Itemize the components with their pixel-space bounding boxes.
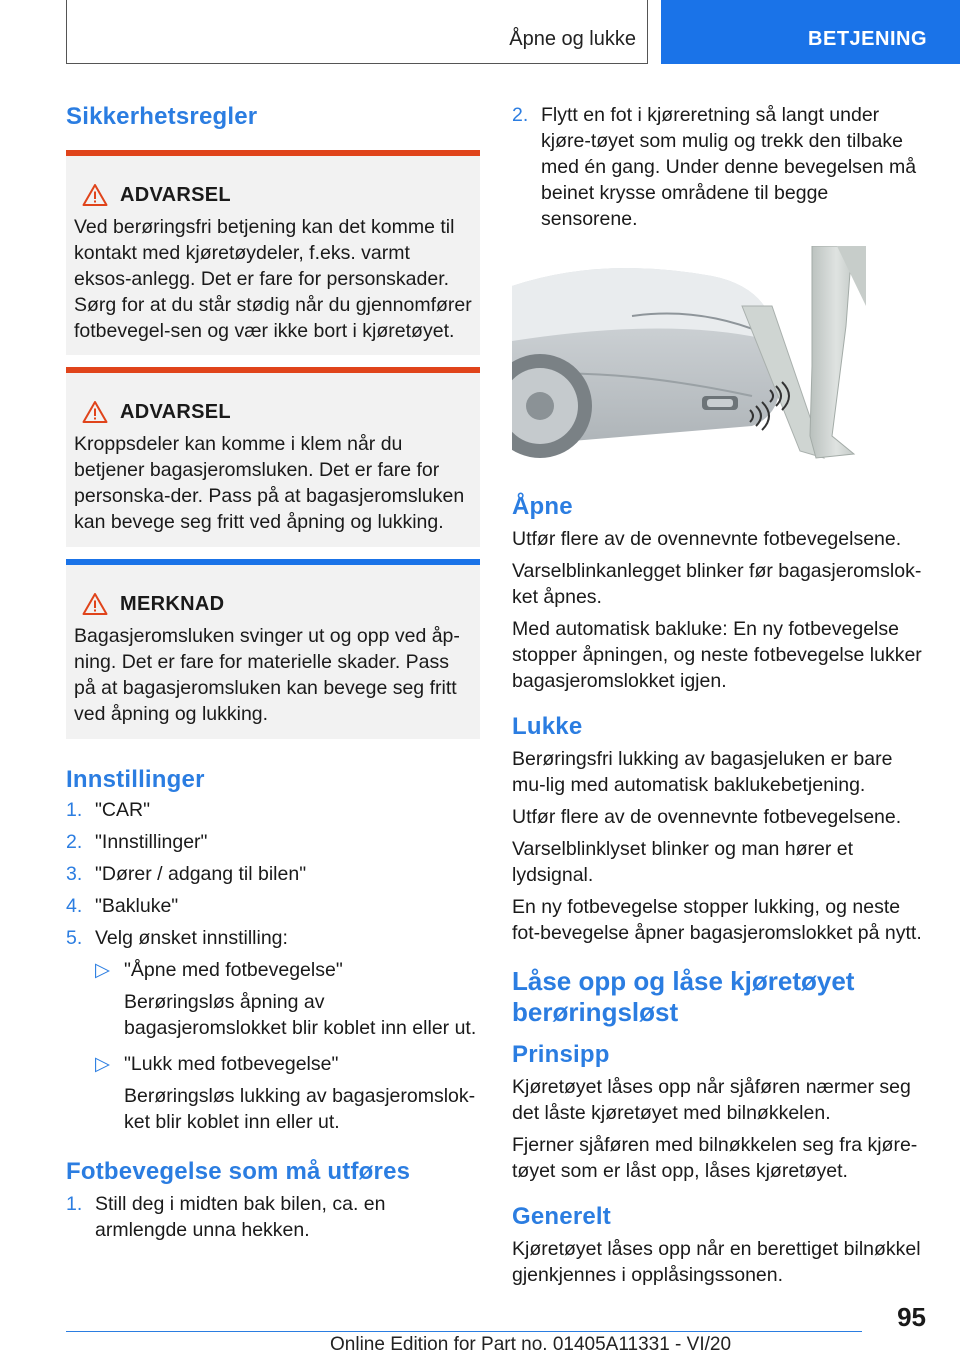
warning-icon xyxy=(82,400,108,424)
foot-movement-heading: Fotbevegelse som må utføres xyxy=(66,1158,411,1185)
lock-unlock-heading: Låse opp og låse kjøretøyet berøringsløst xyxy=(512,966,855,1027)
list-item: 2. Flytt en fot i kjøreretning så langt under kjøre-tøyet som mulig og trekk den tilbake med én gang. Under denne bevegelsen må beinet krysse områdene til begge sensorene. xyxy=(512,104,917,230)
warning-box-1 xyxy=(66,150,480,355)
header-section-title: Åpne og lukke xyxy=(509,28,636,50)
warning-label: ADVARSEL xyxy=(120,184,231,206)
warning-text: Ved berøringsfri betjening kan det komme til kontakt med kjøretøydeler, f.eks. varmt eksos-anlegg. Det er fare for personskader. Sørg for at du står stødig når du gjennomfører fotbevegel-sen og vær ikke bort i kjøretøyet. xyxy=(74,216,472,342)
warning-icon xyxy=(82,183,108,207)
footer-rule xyxy=(66,1331,862,1332)
triangle-bullet-icon: ▷ xyxy=(95,1053,110,1075)
page-number: 95 xyxy=(897,1302,926,1332)
settings-list xyxy=(66,797,480,1135)
paragraph: Varselblinklyset blinker og man hører et lydsignal. xyxy=(512,838,854,886)
notice-text: Bagasjeromsluken svinger ut og opp ved åp-ning. Det er fare for materielle skader. Pass på at bagasjeromsluken kan bevege seg fritt ved åpning og lukking. xyxy=(74,625,460,725)
list-item: 3. "Dører / adgang til bilen" xyxy=(66,863,307,885)
option-item: ▷ "Åpne med fotbevegelse" xyxy=(95,959,343,981)
safety-heading: Sikkerhetsregler xyxy=(66,103,258,130)
triangle-bullet-icon: ▷ xyxy=(95,959,110,981)
list-item: 2. "Innstillinger" xyxy=(66,831,208,853)
notice-label: MERKNAD xyxy=(120,593,225,615)
right-column xyxy=(512,102,926,1294)
paragraph: Varselblinkanlegget blinker før bagasjeromslok-ket åpnes. xyxy=(512,560,922,608)
foot-gesture-illustration xyxy=(512,246,866,466)
option-item: ▷ "Lukk med fotbevegelse" xyxy=(95,1053,339,1075)
left-column xyxy=(66,104,480,1243)
notice-icon xyxy=(82,592,108,616)
paragraph: Med automatisk bakluke: En ny fotbevegelse stopper åpningen, og neste fotbevegelse lukker bagasjeromslokket igjen. xyxy=(512,618,922,692)
principle-heading: Prinsipp xyxy=(512,1041,610,1068)
list-item: 4. "Bakluke" xyxy=(66,895,179,917)
warning-label: ADVARSEL xyxy=(120,401,231,423)
warning-box-2 xyxy=(66,367,480,547)
option-description: Berøringsløs åpning av bagasjeromslokket blir koblet inn eller ut. xyxy=(124,991,477,1039)
header-chapter-label: BETJENING xyxy=(808,28,927,50)
paragraph: Utfør flere av de ovennevnte fotbevegelsene. xyxy=(512,528,902,550)
list-item: 1. "CAR" xyxy=(66,799,151,821)
list-item: 1. Still deg i midten bak bilen, ca. en armlengde unna hekken. xyxy=(66,1193,386,1241)
general-heading: Generelt xyxy=(512,1203,611,1230)
warning-text: Kroppsdeler kan komme i klem når du betjener bagasjeromsluken. Det er fare for personska-der. Pass på at bagasjeromsluken kan bevege seg fritt ved åpning og lukking. xyxy=(74,433,465,533)
footer-edition-text: Online Edition for Part no. 01405A11331 - VI/20 xyxy=(330,1334,732,1355)
paragraph: En ny fotbevegelse stopper lukking, og neste fot-bevegelse åpner bagasjeromslokket på nytt. xyxy=(512,896,922,944)
paragraph: Fjerner sjåføren med bilnøkkelen seg fra kjøre-tøyet som er låst opp, låses kjøretøyet. xyxy=(512,1134,918,1182)
notice-box xyxy=(66,559,480,739)
paragraph: Kjøretøyet låses opp når en berettiget bilnøkkel gjenkjennes i opplåsingssonen. xyxy=(512,1238,921,1286)
paragraph: Utfør flere av de ovennevnte fotbevegelsene. xyxy=(512,806,902,828)
settings-heading: Innstillinger xyxy=(66,766,205,793)
close-heading: Lukke xyxy=(512,713,583,740)
header-chapter-tab xyxy=(661,0,960,64)
open-heading: Åpne xyxy=(512,493,573,520)
option-description: Berøringsløs lukking av bagasjeromslok-ket blir koblet inn eller ut. xyxy=(124,1085,476,1133)
paragraph: Berøringsfri lukking av bagasjeluken er bare mu-lig med automatisk baklukebetjening. xyxy=(512,748,893,796)
list-item: 5. Velg ønsket innstilling: xyxy=(66,927,288,949)
paragraph: Kjøretøyet låses opp når sjåføren nærmer seg det låste kjøretøyet med bilnøkkelen. xyxy=(512,1076,911,1124)
